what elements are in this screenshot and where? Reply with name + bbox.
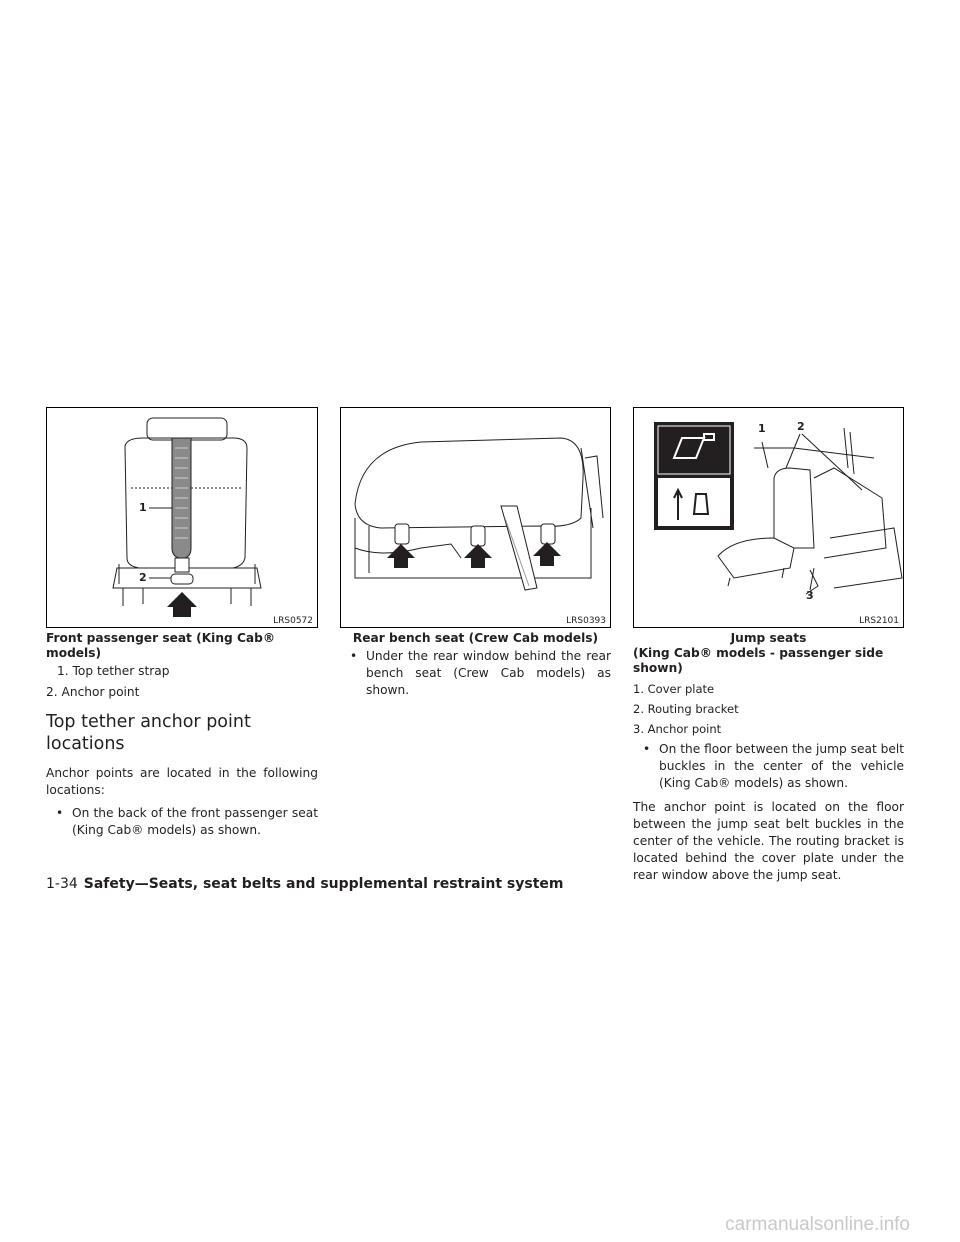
bullet-glyph: • xyxy=(643,742,651,756)
figure-caption-subtitle: (King Cab® models - passenger side shown) xyxy=(633,646,884,675)
figure-code: LRS0393 xyxy=(566,616,606,626)
figure-caption: Front passenger seat (King Cab® models) xyxy=(46,631,276,660)
callout-1: 1 xyxy=(758,422,766,435)
bullet-text: On the back of the front passenger seat (King Cab® models) as shown. xyxy=(72,806,318,837)
front-seat-illustration xyxy=(47,408,318,628)
paragraph: The anchor point is located on the floor between the jump seat belt buckles in the center of the vehicle. The routing bracket is located behind the cover plate under the rear window above the jump seat. xyxy=(633,800,904,882)
column-3 xyxy=(633,631,904,884)
bullet-glyph: • xyxy=(350,649,358,663)
list-item: 3. Anchor point xyxy=(633,722,722,736)
column-1 xyxy=(46,631,318,839)
bullet-item xyxy=(46,805,318,839)
figure-caption-title: Jump seats xyxy=(730,631,807,645)
callout-3: 3 xyxy=(806,589,814,602)
list-item: 2. Routing bracket xyxy=(633,702,739,716)
jump-seats-illustration xyxy=(634,408,904,628)
rear-bench-illustration xyxy=(341,408,611,628)
figure-rear-bench-seat xyxy=(340,407,611,628)
list-item: 1. Cover plate xyxy=(633,682,715,696)
figure-code: LRS2101 xyxy=(859,616,899,626)
paragraph: Anchor points are located in the following locations: xyxy=(46,766,318,797)
section-heading: Top tether anchor point locations xyxy=(46,712,251,754)
watermark: carmanualsonline.info xyxy=(725,1214,910,1235)
figure-jump-seats xyxy=(633,407,904,628)
figure-code: LRS0572 xyxy=(273,616,313,626)
bullet-text: On the floor between the jump seat belt buckles in the center of the vehicle (King Cab® models) as shown. xyxy=(659,742,904,790)
figure-caption: Rear bench seat (Crew Cab models) xyxy=(352,631,599,645)
bullet-glyph: • xyxy=(56,806,64,820)
callout-2: 2 xyxy=(797,420,805,433)
column-2 xyxy=(340,631,611,699)
figure-front-passenger-seat xyxy=(46,407,318,628)
page-number: 1-34 xyxy=(46,876,78,892)
list-item: 1. Top tether strap xyxy=(57,664,170,678)
page-footer xyxy=(46,875,564,893)
bullet-item xyxy=(340,648,611,699)
bullet-item xyxy=(633,741,904,792)
section-title: Safety—Seats, seat belts and supplemental restraint system xyxy=(83,876,564,892)
bullet-text: Under the rear window behind the rear bench seat (Crew Cab models) as shown. xyxy=(366,649,611,697)
callout-2: 2 xyxy=(139,571,147,584)
list-item: 2. Anchor point xyxy=(46,685,140,699)
callout-1: 1 xyxy=(139,501,147,514)
